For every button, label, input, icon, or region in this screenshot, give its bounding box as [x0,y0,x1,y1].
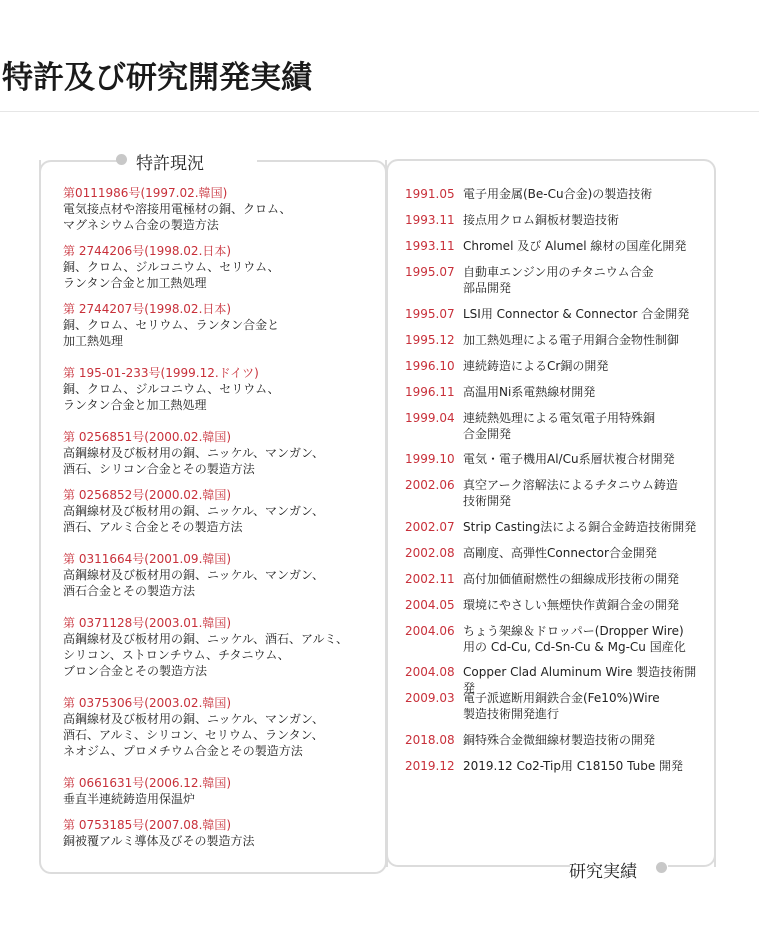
research-description: Strip Casting法による銅合金鋳造技術開発 [463,520,697,534]
research-description: Copper Clad Aluminum Wire 製造技術開発 [463,665,697,695]
patent-item [63,301,373,349]
patent-number: 第 0661631号(2006.12.韓国) [63,776,232,790]
research-description: ちょう架線＆ドロッパー(Dropper Wire) 用の Cd-Cu, Cd-Sn-Cu & Mg-Cu 国産化 [463,624,686,654]
research-year: 1995.07 [405,265,455,279]
patent-number: 第0111986号(1997.02.韓国) [63,186,228,200]
research-year: 2004.08 [405,665,455,679]
patent-number: 第 2744206号(1998.02.日本) [63,244,232,258]
patent-description: 電気接点材や溶接用電極材の銅、クロム、 マグネシウム合金の製造方法 [63,202,292,232]
patent-item [63,775,373,807]
title-divider [0,111,759,112]
patent-description: 高鋼線材及び板材用の銅、ニッケル、マンガン、 酒石合金とその製造方法 [63,568,325,598]
research-year: 2004.05 [405,598,455,612]
patent-item [63,817,373,849]
research-year: 1991.05 [405,187,455,201]
patent-number: 第 2744207号(1998.02.日本) [63,302,232,316]
patent-number: 第 0256851号(2000.02.韓国) [63,430,232,444]
patents-heading: 特許現況 [136,154,204,174]
research-year: 2018.08 [405,733,455,747]
patent-item [63,487,373,535]
patent-description: 銅、クロム、セリウム、ランタン合金と 加工熱処理 [63,318,280,348]
research-description: 加工熱処理による電子用銅合金物性制御 [463,333,680,347]
research-description: 接点用クロム銅板材製造技術 [463,213,620,227]
patent-description: 銅、クロム、ジルコニウム、セリウム、 ランタン合金と加工熱処理 [63,382,280,412]
patent-item [63,551,373,599]
patents-panel-corner-left [39,160,117,172]
research-year: 1996.11 [405,385,455,399]
research-description: 自動車エンジン用のチタニウム合金 部品開発 [463,265,654,295]
research-description: 高剛度、高弾性Connector合金開発 [463,546,657,560]
research-year: 1993.11 [405,239,455,253]
patent-item [63,615,373,679]
research-year: 2019.12 [405,759,455,773]
research-description: LSI用 Connector & Connector 合金開発 [463,307,690,321]
patent-description: 高鋼線材及び板材用の銅、ニッケル、マンガン、 酒石、アルミ合金とその製造方法 [63,504,325,534]
patent-description: 高鋼線材及び板材用の銅、ニッケル、マンガン、 酒石、アルミ、シリコン、セリウム、ランタン、 ネオジム、プロメチウム合金とその製造方法 [63,712,325,758]
research-description: 2019.12 Co2-Tip用 C18150 Tube 開発 [463,759,684,773]
research-description: 電子用金属(Be-Cu合金)の製造技術 [463,187,653,201]
patent-item [63,695,373,759]
patent-item [63,429,373,477]
patent-description: 銅、クロム、ジルコニウム、セリウム、 ランタン合金と加工熱処理 [63,260,280,290]
research-year: 1999.04 [405,411,455,425]
research-heading: 研究実績 [569,862,637,882]
research-panel-corner-right [668,855,716,867]
research-year: 2002.11 [405,572,455,586]
research-description: 連続鋳造によるCr銅の開発 [463,359,609,373]
patent-description: 高鋼線材及び板材用の銅、ニッケル、酒石、アルミ、 シリコン、ストロンチウム、チタニウム、 ブロン合金とその製造方法 [63,632,349,678]
patent-number: 第 0311664号(2001.09.韓国) [63,552,232,566]
research-year: 1995.07 [405,307,455,321]
patent-number: 第 0256852号(2000.02.韓国) [63,488,232,502]
research-description: Chromel 及び Alumel 線材の国産化開発 [463,239,687,253]
research-year: 2009.03 [405,691,455,705]
patent-item [63,365,373,413]
patent-description: 銅被覆アルミ導体及びその製造方法 [63,834,255,848]
research-description: 連続熱処理による電気電子用特殊銅 合金開発 [463,411,656,441]
research-year: 2002.07 [405,520,455,534]
patents-panel-corner-right [257,160,387,172]
research-year: 2004.06 [405,624,455,638]
research-year: 2002.08 [405,546,455,560]
patent-item [63,185,373,233]
research-panel-corner-left [386,855,570,867]
research-description: 電気・電子機用Al/Cu系層状複合材開発 [463,452,675,466]
patent-item [63,243,373,291]
patent-description: 垂直半連続鋳造用保温炉 [63,792,196,806]
research-year: 1999.10 [405,452,455,466]
research-year: 1995.12 [405,333,455,347]
research-year: 2002.06 [405,478,455,492]
patent-number: 第 195-01-233号(1999.12.ドイツ) [63,366,259,380]
bullet-dot-icon [656,862,667,873]
patent-number: 第 0375306号(2003.02.韓国) [63,696,232,710]
page-title: 特許及び研究開発実績 [2,60,312,96]
research-description: 真空アーク溶解法によるチタニウム鋳造 技術開発 [463,478,678,508]
bullet-dot-icon [116,154,127,165]
patent-description: 高鋼線材及び板材用の銅、ニッケル、マンガン、 酒石、シリコン合金とその製造方法 [63,446,325,476]
patent-number: 第 0753185号(2007.08.韓国) [63,818,232,832]
research-description: 高温用Ni系電熱線材開発 [463,385,596,399]
research-description: 環境にやさしい無煙快作黄銅合金の開発 [463,598,680,612]
research-description: 高付加価値耐燃性の細線成形技術の開発 [463,572,680,586]
research-description: 銅特殊合金微細線材製造技術の開発 [463,733,656,747]
research-year: 1996.10 [405,359,455,373]
patent-number: 第 0371128号(2003.01.韓国) [63,616,232,630]
research-year: 1993.11 [405,213,455,227]
research-description: 電子派遮断用銅鉄合金(Fe10%)Wire 製造技術開発進行 [463,691,660,721]
